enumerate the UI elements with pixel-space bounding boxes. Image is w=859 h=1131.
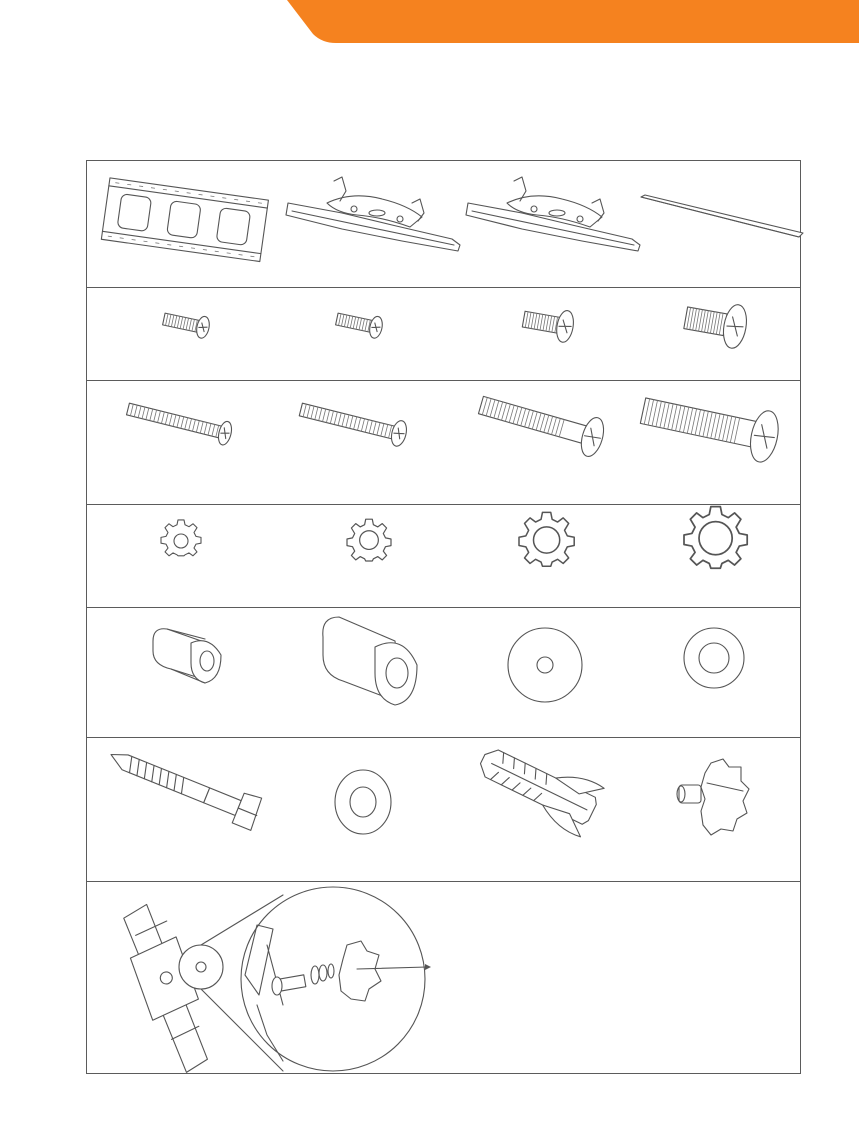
- screw-m4-long-icon: [122, 389, 247, 459]
- lock-washer-large-icon: [519, 511, 575, 567]
- large-flat-washer-icon: [507, 627, 583, 703]
- parts-table: [86, 160, 801, 1074]
- header-tab: [0, 0, 859, 44]
- screw-m8-long-icon: [635, 383, 795, 473]
- lock-washer-medium-icon: [347, 517, 391, 561]
- spacer-long-icon: [317, 611, 427, 711]
- screw-m5-long-icon: [295, 389, 420, 459]
- knob-icon: [667, 753, 757, 843]
- lock-washer-xlarge-icon: [684, 505, 748, 569]
- tv-arm-left-icon: [282, 173, 467, 253]
- screw-m6-long-icon: [472, 383, 622, 468]
- row-divider: [87, 607, 800, 608]
- spacer-short-icon: [147, 621, 227, 691]
- screw-m8-short-icon: [679, 293, 764, 358]
- screw-m5-short-icon: [330, 301, 400, 351]
- assembly-detail-icon: [107, 885, 487, 1075]
- lag-washer-icon: [334, 769, 392, 835]
- lock-washer-small-icon: [161, 519, 201, 559]
- tv-arm-right-icon: [462, 173, 647, 253]
- rod-icon: [637, 191, 807, 251]
- row-divider: [87, 380, 800, 381]
- screw-m6-short-icon: [517, 299, 597, 354]
- row-divider: [87, 287, 800, 288]
- wall-anchor-icon: [467, 746, 627, 846]
- flat-washer-icon: [683, 627, 745, 689]
- screw-m4-short-icon: [157, 301, 227, 351]
- row-divider: [87, 881, 800, 882]
- lag-bolt-icon: [97, 746, 272, 846]
- wall-plate-icon: [97, 169, 277, 269]
- row-divider: [87, 737, 800, 738]
